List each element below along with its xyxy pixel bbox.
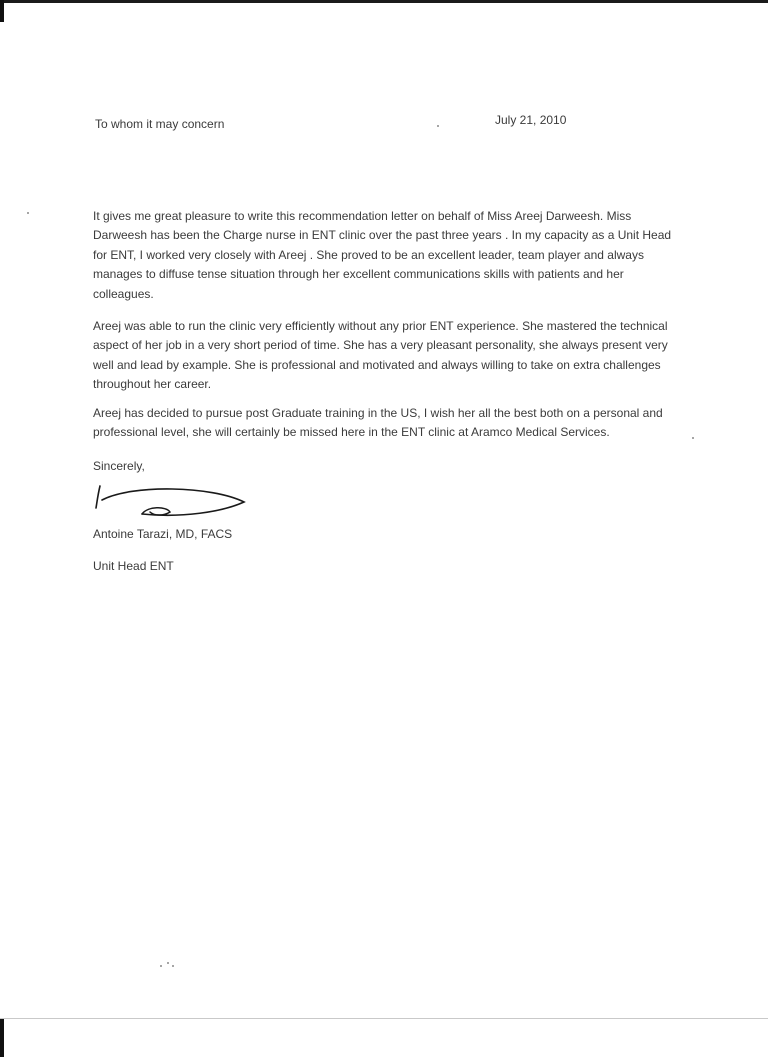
letter-date: July 21, 2010 [495,113,567,127]
scan-speck [27,212,29,214]
scan-speck [692,437,694,439]
body-paragraph-1 [93,207,683,304]
scan-speck [437,125,439,127]
scan-edge-mark-bottom [0,1018,4,1057]
body-paragraph-3 [93,404,683,443]
scan-page-edge [0,1018,768,1019]
scan-speck [167,962,169,964]
handwritten-signature [92,478,252,522]
scan-top-border [0,0,768,3]
body-paragraph-2 [93,317,683,395]
scan-speck [160,965,162,967]
closing: Sincerely, [93,459,145,473]
paragraph-text: Areej has decided to pursue post Graduate training in the US, I wish her all the best both on a personal and professional level, she will certainly be missed here in the ENT clinic at Aramco Medical Services. [93,406,663,440]
paragraph-text: It gives me great pleasure to write this recommendation letter on behalf of Miss Areej Darweesh. Miss Darweesh has been the Charge nurse in ENT clinic over the past three years . In my capacity as a Unit Head for ENT, I worked very closely with Areej . She proved to be an excellent leader, team player and always manages to diffuse tense situation through her excellent communications skills with patients and her colleagues. [93,209,672,301]
signer-name: Antoine Tarazi, MD, FACS [93,527,233,541]
scan-edge-mark [0,0,4,22]
paragraph-text: Areej was able to run the clinic very efficiently without any prior ENT experience. She mastered the technical aspect of her job in a very short period of time. She has a very pleasant personality, she always present very well and lead by example. She is professional and motivated and always willing to take on extra challenges throughout her career. [93,319,668,392]
salutation: To whom it may concern [95,117,225,131]
signer-title: Unit Head ENT [93,559,174,573]
scan-speck [172,965,174,967]
